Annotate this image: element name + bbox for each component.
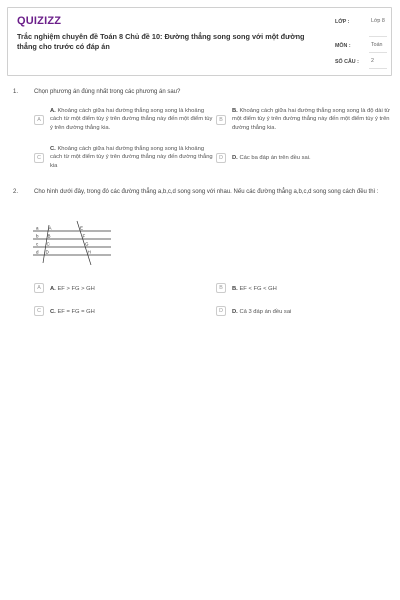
question-text: Cho hình dưới đây, trong đó các đường thẳng a,b,c,d song song với nhau. Nếu các đường thẳng a,b,c,d song song cách đều thì :: [34, 189, 379, 195]
label-d: d: [36, 249, 39, 255]
option-content: Cả 3 đáp án đều sai: [239, 309, 292, 315]
label-C: C: [46, 241, 50, 247]
option-text-d[interactable]: [232, 308, 392, 316]
option-text-d[interactable]: [232, 154, 394, 162]
option-content: Các ba đáp án trên đều sai.: [239, 155, 311, 161]
label-b: b: [36, 233, 39, 239]
label-c: c: [36, 241, 39, 247]
worksheet-title: Trắc nghiệm chuyên đề Toán 8 Chủ đề 10: Đường thẳng song song với một đường thẳng cho trước có đáp án: [17, 32, 305, 51]
option-box-d[interactable]: D: [216, 153, 226, 163]
question-number: 2.: [13, 189, 19, 195]
label-A: A: [48, 225, 52, 231]
option-text-c[interactable]: [50, 145, 216, 170]
option-text-b[interactable]: [232, 107, 394, 132]
option-letter: D.: [232, 155, 238, 161]
option-text-a[interactable]: [50, 285, 210, 293]
subject-value: Toán: [371, 42, 383, 48]
label-G: G: [85, 241, 89, 247]
class-label: LỚP :: [335, 19, 350, 25]
option-box-d[interactable]: D: [216, 306, 226, 316]
option-content: EF < FG < GH: [239, 286, 277, 292]
question-text: Chọn phương án đúng nhất trong các phương án sau?: [34, 89, 181, 95]
count-value: 2: [371, 58, 374, 64]
class-underline: [369, 36, 387, 37]
option-letter: A.: [50, 108, 56, 114]
parallel-lines-figure: [33, 219, 119, 265]
quizizz-logo: QUIZIZZ: [17, 15, 62, 27]
option-letter: C.: [50, 309, 56, 315]
worksheet-header: [7, 7, 392, 76]
label-D: D: [45, 249, 49, 255]
option-box-a[interactable]: A: [34, 283, 44, 293]
option-letter: B.: [232, 286, 238, 292]
option-box-c[interactable]: C: [34, 306, 44, 316]
option-box-c[interactable]: C: [34, 153, 44, 163]
option-letter: D.: [232, 309, 238, 315]
count-underline: [369, 68, 387, 69]
option-content: Khoảng cách giữa hai đường thẳng song song là khoảng cách từ một điểm tùy ý trên đường thẳng này đến đường thẳng kia: [50, 146, 213, 169]
option-text-c[interactable]: [50, 308, 210, 316]
option-letter: B.: [232, 108, 238, 114]
label-F: F: [82, 233, 86, 239]
question-number: 1.: [13, 89, 19, 95]
label-B: B: [47, 233, 51, 239]
option-box-a[interactable]: A: [34, 115, 44, 125]
label-a: a: [36, 225, 39, 231]
option-content: Khoảng cách giữa hai đường thẳng song song là độ dài từ một điểm tùy ý trên đường thẳng này đến một điểm tùy ý trên đường thẳng kia.: [232, 108, 390, 131]
option-text-b[interactable]: [232, 285, 392, 293]
class-value: Lớp 8: [371, 18, 385, 24]
option-content: EF = FG = GH: [57, 309, 95, 315]
option-letter: A.: [50, 286, 56, 292]
option-content: Khoảng cách giữa hai đường thẳng song song là khoảng cách từ một điểm tùy ý trên đường thẳng này đến một điểm tùy ý trên đường thẳng kia.: [50, 108, 213, 131]
subject-label: MÔN :: [335, 43, 351, 49]
label-H: H: [87, 249, 91, 255]
option-letter: C.: [50, 146, 56, 152]
option-box-b[interactable]: B: [216, 283, 226, 293]
option-text-a[interactable]: [50, 107, 216, 132]
option-content: EF > FG > GH: [57, 286, 95, 292]
label-E: E: [80, 225, 84, 231]
count-label: SỐ CÂU :: [335, 59, 359, 65]
subject-underline: [369, 52, 387, 53]
option-box-b[interactable]: B: [216, 115, 226, 125]
